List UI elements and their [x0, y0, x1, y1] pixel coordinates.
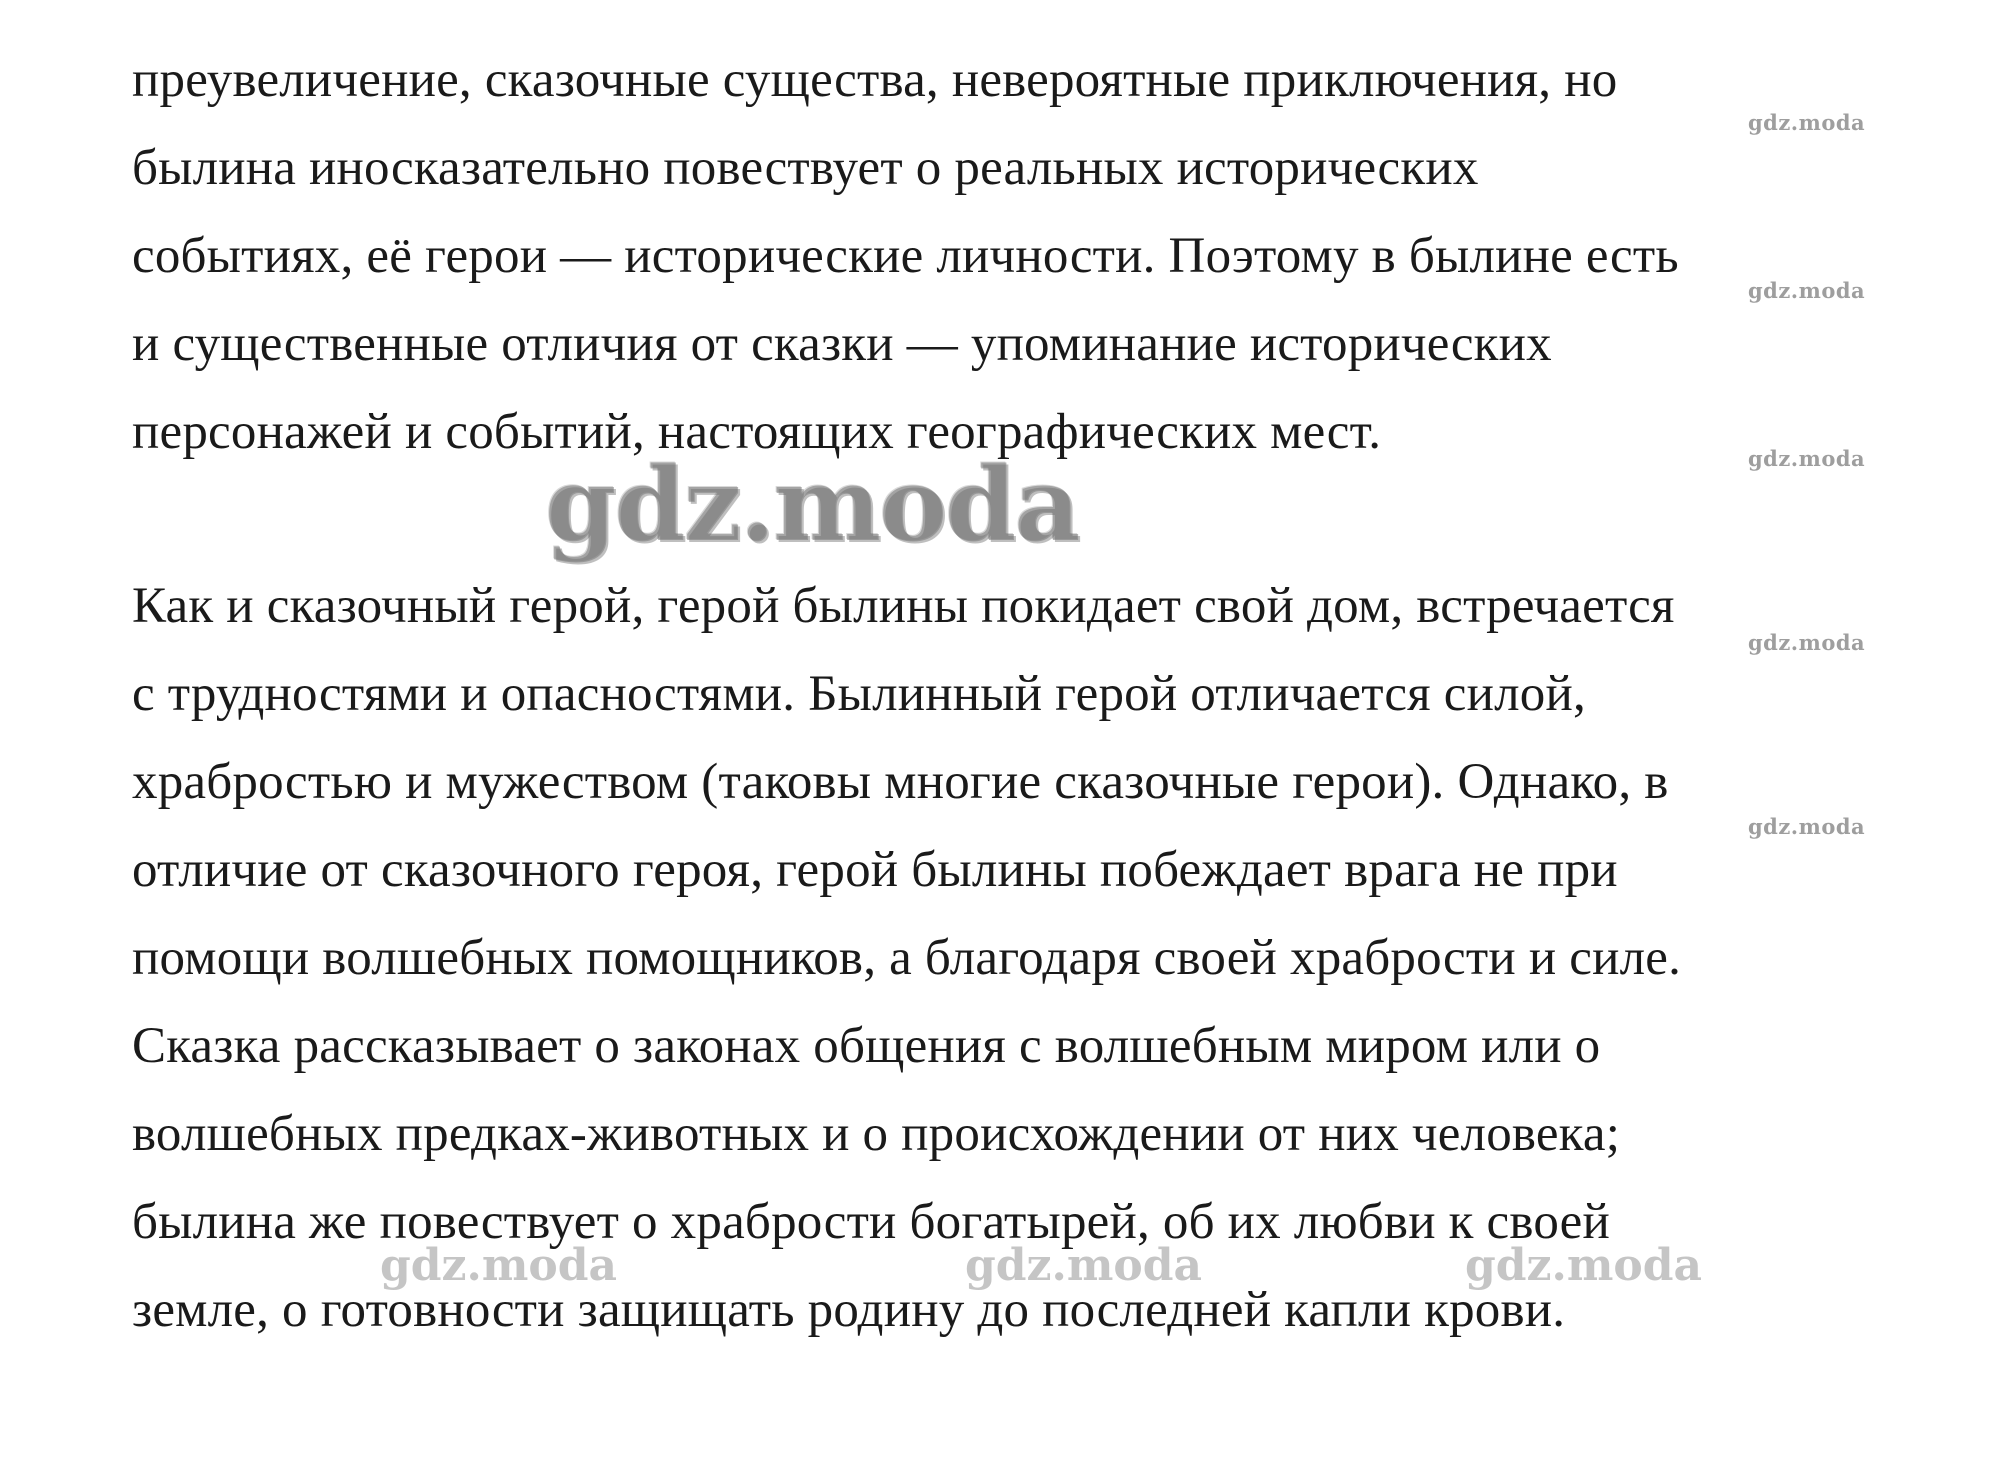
watermark-medium: gdz.moda [380, 1240, 618, 1291]
paragraph-1-line: и существенные отличия от сказки — упоминание исторических [132, 316, 1552, 372]
watermark-small: gdz.moda [1748, 814, 1866, 839]
watermark-medium: gdz.moda [1465, 1240, 1703, 1291]
paragraph-1-line: событиях, её герои — исторические личности. Поэтому в былине есть [132, 228, 1679, 284]
paragraph-2-line: волшебных предках-животных и о происхождении от них человека; [132, 1106, 1621, 1162]
watermark-small: gdz.moda [1748, 278, 1866, 303]
paragraph-2-line: с трудностями и опасностями. Былинный герой отличается силой, [132, 666, 1586, 722]
paragraph-2-line: помощи волшебных помощников, а благодаря своей храбрости и силе. [132, 930, 1682, 986]
watermark-large: gdz.moda [545, 445, 1079, 565]
paragraph-2-line: былина же повествует о храбрости богатырей, об их любви к своей [132, 1194, 1610, 1250]
paragraph-2-line: отличие от сказочного героя, герой былины побеждает врага не при [132, 842, 1618, 898]
watermark-small: gdz.moda [1748, 630, 1866, 655]
watermark-small: gdz.moda [1748, 446, 1866, 471]
paragraph-1-line: преувеличение, сказочные существа, невероятные приключения, но [132, 52, 1618, 108]
paragraph-2-line: земле, о готовности защищать родину до последней капли крови. [132, 1282, 1566, 1338]
paragraph-2-line: Сказка рассказывает о законах общения с волшебным миром или о [132, 1018, 1601, 1074]
watermark-medium: gdz.moda [965, 1240, 1203, 1291]
paragraph-2-line: храбростью и мужеством (таковы многие сказочные герои). Однако, в [132, 754, 1669, 810]
paragraph-2-line: Как и сказочный герой, герой былины покидает свой дом, встречается [132, 578, 1675, 634]
watermark-small: gdz.moda [1748, 110, 1866, 135]
paragraph-1-line: персонажей и событий, настоящих географических мест. [132, 404, 1382, 460]
paragraph-1-line: былина иносказательно повествует о реальных исторических [132, 140, 1479, 196]
